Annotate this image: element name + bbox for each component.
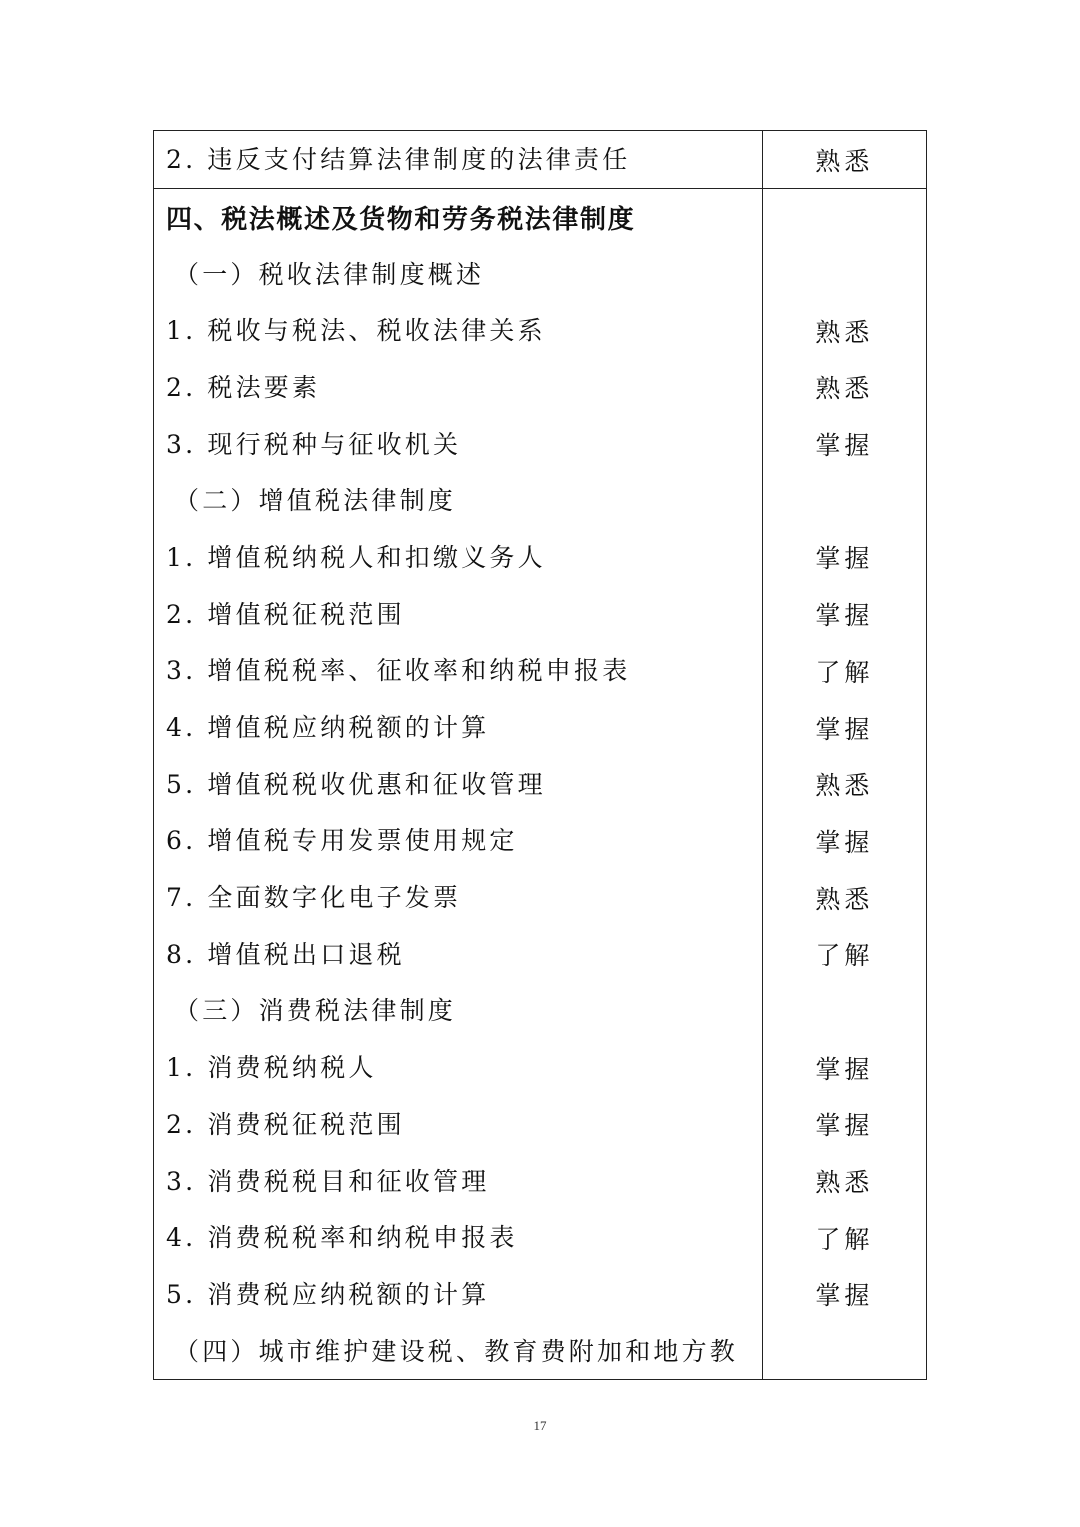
item-cell bbox=[154, 302, 763, 359]
level-cell bbox=[762, 1039, 926, 1096]
section-heading: 四、税法概述及货物和劳务税法律制度 bbox=[166, 204, 636, 235]
level-text: 熟悉 bbox=[815, 1168, 874, 1198]
level-cell bbox=[762, 813, 926, 870]
page-number: 17 bbox=[533, 1418, 547, 1433]
item-text: 1. 增值税纳税人和扣缴义务人 bbox=[166, 542, 546, 572]
table-row bbox=[154, 131, 927, 189]
item-text: 2. 消费税征税范围 bbox=[166, 1109, 405, 1139]
table-row bbox=[154, 699, 927, 756]
level-text: 掌握 bbox=[815, 1111, 874, 1141]
level-text: 掌握 bbox=[815, 827, 874, 857]
level-text: 了解 bbox=[815, 1224, 874, 1254]
subsection-cell bbox=[154, 472, 763, 529]
item-text: 1. 消费税纳税人 bbox=[166, 1053, 377, 1083]
table-row bbox=[154, 246, 927, 303]
level-text: 掌握 bbox=[815, 431, 874, 461]
table-row bbox=[154, 983, 927, 1040]
level-text: 熟悉 bbox=[815, 146, 874, 176]
subsection-cell bbox=[154, 1323, 763, 1380]
item-text: 5. 增值税税收优惠和征收管理 bbox=[166, 769, 546, 799]
level-text: 掌握 bbox=[815, 544, 874, 574]
item-cell bbox=[154, 416, 763, 473]
table-row bbox=[154, 302, 927, 359]
item-text: 2. 税法要素 bbox=[166, 372, 321, 402]
item-cell bbox=[154, 869, 763, 926]
subsection-title: （一）税收法律制度概述 bbox=[174, 259, 485, 289]
level-cell bbox=[762, 983, 926, 1040]
table-row bbox=[154, 1096, 927, 1153]
table-row bbox=[154, 813, 927, 870]
item-text: 2. 增值税征税范围 bbox=[166, 599, 405, 629]
item-cell bbox=[154, 643, 763, 700]
item-cell bbox=[154, 1209, 763, 1266]
subsection-title: （三）消费税法律制度 bbox=[174, 996, 457, 1026]
level-cell bbox=[762, 189, 926, 246]
level-text: 掌握 bbox=[815, 1054, 874, 1084]
table-row bbox=[154, 359, 927, 416]
level-cell bbox=[762, 926, 926, 983]
item-text: 3. 现行税种与征收机关 bbox=[166, 429, 462, 459]
table-row bbox=[154, 869, 927, 926]
item-cell bbox=[154, 1039, 763, 1096]
level-text: 掌握 bbox=[815, 601, 874, 631]
item-text: 3. 增值税税率、征收率和纳税申报表 bbox=[166, 656, 631, 686]
level-text: 掌握 bbox=[815, 1281, 874, 1311]
level-text: 掌握 bbox=[815, 714, 874, 744]
table-row bbox=[154, 1039, 927, 1096]
item-text: 7. 全面数字化电子发票 bbox=[166, 883, 462, 913]
level-cell bbox=[762, 416, 926, 473]
table-row bbox=[154, 643, 927, 700]
section-heading-cell bbox=[154, 189, 763, 246]
item-cell bbox=[154, 813, 763, 870]
table-row bbox=[154, 1323, 927, 1380]
table-row bbox=[154, 1153, 927, 1210]
table-row bbox=[154, 756, 927, 813]
item-cell bbox=[154, 926, 763, 983]
level-cell bbox=[762, 699, 926, 756]
level-cell bbox=[762, 1323, 926, 1380]
level-cell bbox=[762, 529, 926, 586]
level-text: 熟悉 bbox=[815, 884, 874, 914]
item-cell bbox=[154, 529, 763, 586]
level-text: 熟悉 bbox=[815, 374, 874, 404]
level-cell bbox=[762, 302, 926, 359]
level-cell bbox=[762, 643, 926, 700]
item-text: 8. 增值税出口退税 bbox=[166, 939, 405, 969]
level-text: 了解 bbox=[815, 657, 874, 687]
item-cell bbox=[154, 1266, 763, 1323]
item-cell bbox=[154, 699, 763, 756]
item-cell bbox=[154, 1096, 763, 1153]
item-cell bbox=[154, 131, 763, 189]
level-cell bbox=[762, 1209, 926, 1266]
syllabus-table bbox=[153, 130, 927, 1380]
table-row bbox=[154, 189, 927, 246]
table-row bbox=[154, 472, 927, 529]
level-cell bbox=[762, 1096, 926, 1153]
item-cell bbox=[154, 756, 763, 813]
subsection-title: （二）增值税法律制度 bbox=[174, 486, 457, 516]
item-text: 1. 税收与税法、税收法律关系 bbox=[166, 316, 546, 346]
level-cell bbox=[762, 869, 926, 926]
item-text: 4. 增值税应纳税额的计算 bbox=[166, 713, 490, 743]
table-row bbox=[154, 529, 927, 586]
item-text: 4. 消费税税率和纳税申报表 bbox=[166, 1223, 518, 1253]
item-text: 2. 违反支付结算法律制度的法律责任 bbox=[166, 145, 631, 174]
table-row bbox=[154, 586, 927, 643]
level-text: 了解 bbox=[815, 941, 874, 971]
subsection-cell bbox=[154, 246, 763, 303]
item-text: 3. 消费税税目和征收管理 bbox=[166, 1166, 490, 1196]
level-text: 熟悉 bbox=[815, 317, 874, 347]
level-cell bbox=[762, 472, 926, 529]
level-cell bbox=[762, 359, 926, 416]
subsection-title: （四）城市维护建设税、教育费附加和地方教 bbox=[174, 1336, 739, 1366]
level-cell bbox=[762, 586, 926, 643]
item-cell bbox=[154, 1153, 763, 1210]
subsection-cell bbox=[154, 983, 763, 1040]
table-row bbox=[154, 1209, 927, 1266]
level-cell bbox=[762, 1266, 926, 1323]
item-cell bbox=[154, 359, 763, 416]
level-cell bbox=[762, 1153, 926, 1210]
item-text: 6. 增值税专用发票使用规定 bbox=[166, 826, 518, 856]
item-cell bbox=[154, 586, 763, 643]
level-cell bbox=[762, 131, 926, 189]
table-row bbox=[154, 926, 927, 983]
level-cell bbox=[762, 246, 926, 303]
level-text: 熟悉 bbox=[815, 771, 874, 801]
table-row bbox=[154, 416, 927, 473]
table-row bbox=[154, 1266, 927, 1323]
level-cell bbox=[762, 756, 926, 813]
item-text: 5. 消费税应纳税额的计算 bbox=[166, 1279, 490, 1309]
